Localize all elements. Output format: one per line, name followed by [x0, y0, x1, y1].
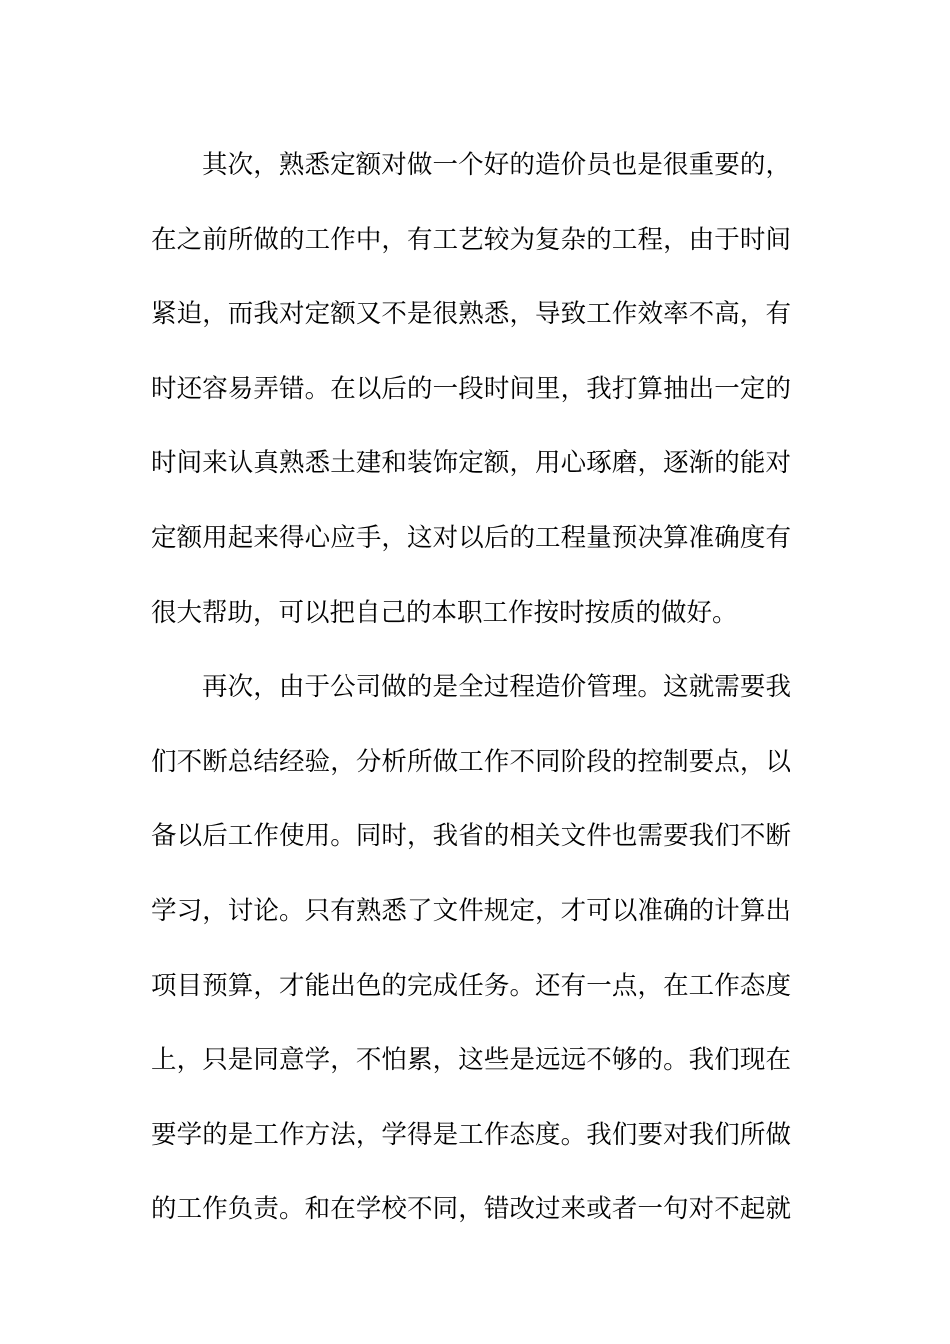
paragraph-2-line-5: 项目预算，才能出色的完成任务。还有一点，在工作态度	[151, 970, 791, 1001]
paragraph-1-line-7: 很大帮助，可以把自己的本职工作按时按质的做好。	[151, 597, 738, 628]
paragraph-1-line-1: 其次，熟悉定额对做一个好的造价员也是很重要的，	[202, 150, 791, 180]
paragraph-1-line-5: 时间来认真熟悉土建和装饰定额，用心琢磨，逐渐的能对	[151, 448, 791, 479]
paragraph-2-line-7: 要学的是工作方法，学得是工作态度。我们要对我们所做	[151, 1119, 791, 1150]
paragraph-2-line-4: 学习，讨论。只有熟悉了文件规定，才可以准确的计算出	[151, 895, 791, 926]
paragraph-2-line-3: 备以后工作使用。同时，我省的相关文件也需要我们不断	[151, 821, 791, 852]
paragraph-1-line-2: 在之前所做的工作中，有工艺较为复杂的工程，由于时间	[151, 224, 791, 255]
paragraph-2-line-2: 们不断总结经验，分析所做工作不同阶段的控制要点，以	[151, 746, 791, 777]
paragraph-2-line-8: 的工作负责。和在学校不同，错改过来或者一句对不起就	[151, 1194, 791, 1225]
paragraph-1-line-4: 时还容易弄错。在以后的一段时间里，我打算抽出一定的	[151, 373, 791, 404]
paragraph-1-line-6: 定额用起来得心应手，这对以后的工程量预决算准确度有	[151, 522, 791, 553]
paragraph-2-line-6: 上，只是同意学，不怕累，这些是远远不够的。我们现在	[151, 1045, 791, 1076]
paragraph-1-line-3: 紧迫，而我对定额又不是很熟悉，导致工作效率不高，有	[151, 299, 791, 330]
document-body	[151, 128, 791, 1247]
paragraph-2-line-1: 再次，由于公司做的是全过程造价管理。这就需要我	[202, 672, 791, 703]
